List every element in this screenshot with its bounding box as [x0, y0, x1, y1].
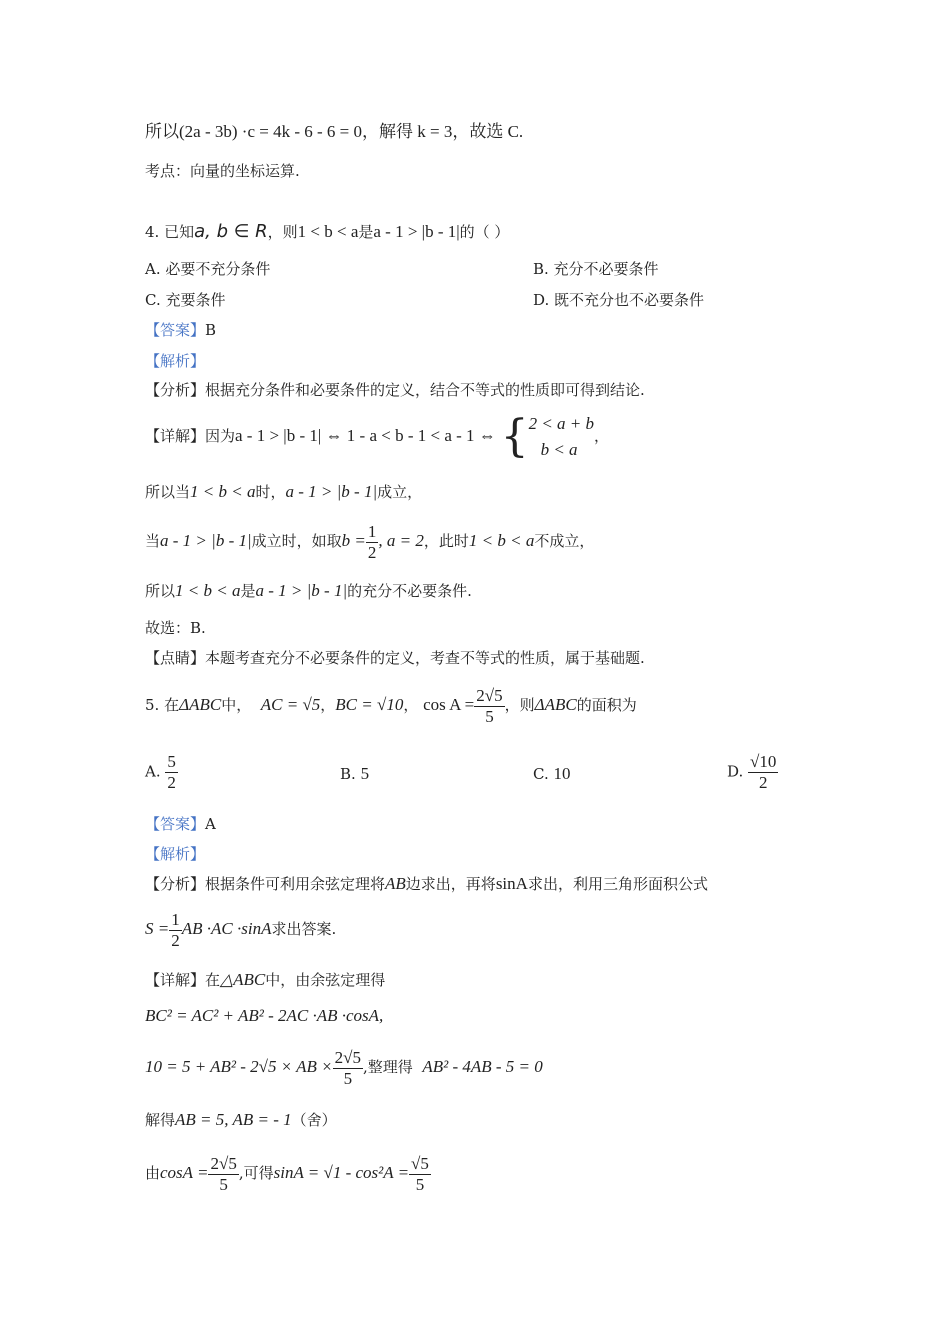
answer-tag: 【答案】 — [145, 321, 206, 339]
q4-answer-line — [145, 320, 216, 340]
q4-answer: B — [205, 321, 217, 339]
question-5-stem: 5. 在ΔABC中， AC = √5，BC = √10， cos A = $\frac{2√5}{5}$ ，则ΔABC的面积为 — [145, 685, 637, 726]
q4-option-d: D. 既不充分也不必要条件 — [533, 291, 705, 309]
q4-fenxi: 【分析】根据充分条件和必要条件的定义，结合不等式的性质即可得到结论. — [145, 381, 645, 399]
q5-answer-line: 【答案】A — [145, 815, 216, 833]
q4-option-a: A. 必要不充分条件 — [145, 260, 271, 278]
q5-area-formula: S = $\frac{1}{2}$ AB ·AC ·sinA求出答案. — [145, 909, 337, 950]
q4-xiangjie: 【详解】因为a - 1 > |b - 1| ⇔ 1 - a < b - 1 < a - 1 ⇔ { 2 < a + b b < a ， — [145, 411, 610, 462]
q5-option-b: B. 5 — [340, 764, 370, 783]
q5-jiede: 解得AB = 5, AB = - 1（舍） — [145, 1110, 337, 1129]
q5-option-a: A. $\frac{5}{2}$ — [145, 752, 176, 792]
q5-eq1: BC² = AC² + AB² - 2AC ·AB ·cosA, — [145, 1006, 384, 1025]
q4-option-b: B. 充分不必要条件 — [533, 260, 659, 278]
q4-option-c: C. 充要条件 — [145, 291, 226, 309]
q5-option-d: D. $\frac{√10}{2}$ — [727, 752, 777, 792]
q4-dianjing: 【点睛】本题考查充分不必要条件的定义，考查不等式的性质，属于基础题. — [145, 649, 645, 667]
q5-answer: A — [205, 815, 216, 833]
q5-eq2: 10 = 5 + AB² - 2√5 × AB × $\frac{2√5}{5}$ ,整理得 AB² - 4AB - 5 = 0 — [145, 1047, 543, 1088]
line-kaodian — [145, 161, 300, 181]
q5-xiangjie: 【详解】在△ABC中，由余弦定理得 — [145, 970, 386, 989]
q4-line4: 当a - 1 > |b - 1|成立时，如取b = $\frac{1}{2}$ , a = 2，此时1 < b < a不成立， — [145, 521, 595, 562]
inequality-system: 2 < a + b b < a — [528, 414, 595, 459]
q4-line5: 所以1 < b < a是a - 1 > |b - 1|的充分不必要条件. — [145, 581, 472, 600]
q4-guxuan: 故选：B. — [145, 619, 206, 637]
kaodian-text: 考点：向量的坐标运算. — [145, 162, 300, 180]
question-4-stem: 4. 已知a, b ∈ R，则1 < b < a是a - 1 > |b - 1|的（ ） — [145, 221, 510, 242]
q5-sin-calc: 由cosA = $\frac{2√5}{5}$ ,可得sinA = √1 - cos²A = $\frac{√5}{5}$ — [145, 1153, 429, 1194]
q5-jiexi-line: 【解析】 — [145, 845, 206, 863]
line-solution-3 — [145, 122, 523, 142]
q4-line3: 所以当1 < b < a时，a - 1 > |b - 1|成立， — [145, 482, 423, 501]
jiexi-tag: 【解析】 — [145, 352, 206, 370]
system-brace-icon: { — [500, 411, 529, 462]
solution-3-text: 所以(2a - 3b) ·c = 4k - 6 - 6 = 0，解得 k = 3，故选 C. — [145, 122, 524, 141]
q5-fenxi: 【分析】根据条件可利用余弦定理将AB边求出，再将sinA求出，利用三角形面积公式 — [145, 874, 708, 893]
q4-jiexi-line — [145, 351, 205, 371]
q5-option-c: C. 10 — [533, 764, 571, 783]
